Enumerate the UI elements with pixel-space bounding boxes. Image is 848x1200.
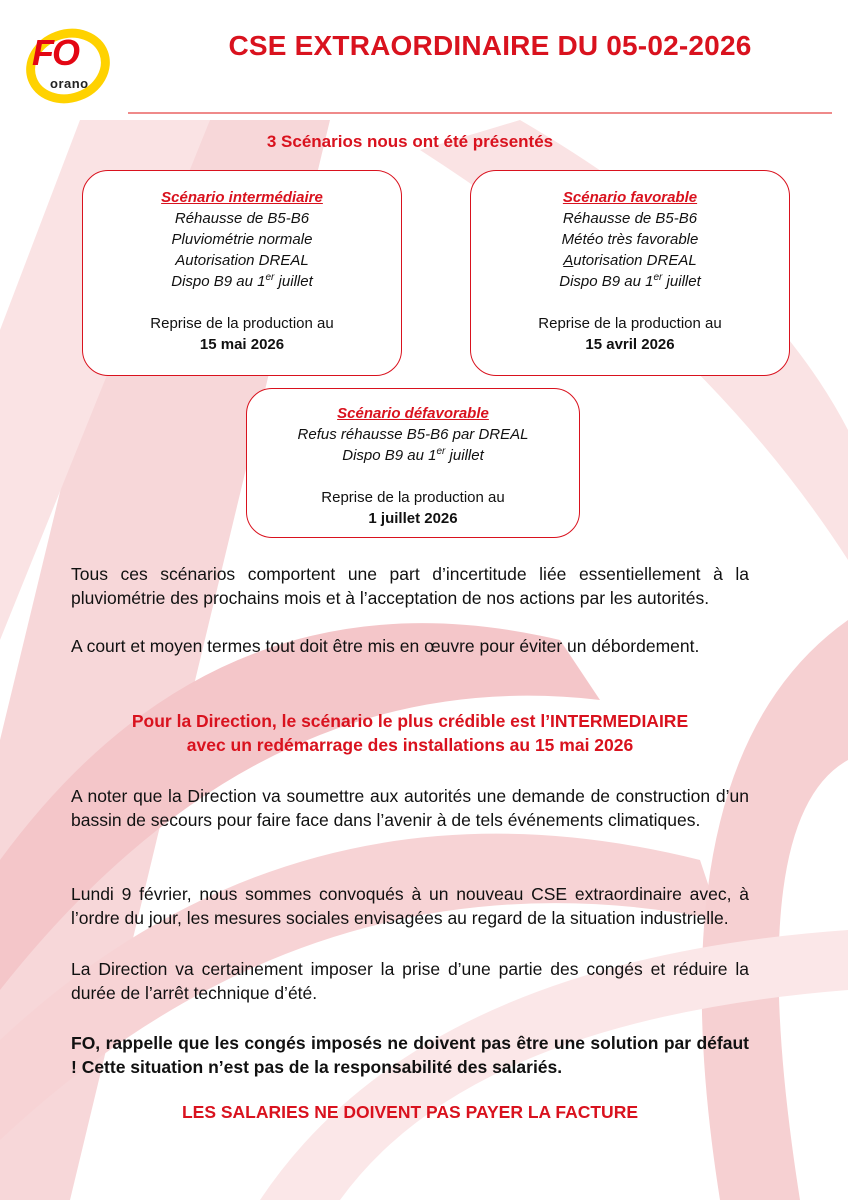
reprise-label: Reprise de la production au — [321, 489, 505, 506]
reprise-date: 15 mai 2026 — [199, 336, 285, 353]
fo-orano-logo — [24, 26, 116, 108]
scenario-card-defavorable — [246, 388, 580, 538]
highlight-direction: Pour la Direction, le scénario le plus crédible est l’INTERMEDIAIRE — [131, 711, 689, 731]
scenarios-subtitle: 3 Scénarios nous ont été présentés — [266, 132, 554, 151]
reprise-date: 15 avril 2026 — [585, 336, 675, 353]
reprise-date: 1 juillet 2026 — [368, 510, 458, 527]
header-divider — [128, 112, 832, 114]
scenario-condition-dispo: Dispo B9 au 1er juillet — [171, 272, 313, 290]
scenario-name: Scénario favorable — [562, 189, 698, 206]
scenario-name: Scénario intermédiaire — [161, 189, 323, 206]
scenario-condition: Refus réhausse B5-B6 par DREAL — [297, 426, 529, 443]
reprise-label: Reprise de la production au — [150, 315, 334, 332]
scenario-condition: Réhausse de B5-B6 — [562, 210, 698, 227]
paragraph-bassin: A noter que la Direction va soumettre aux autorités une demande de construction d’un bassin de secours pour faire face dans l’avenir à de tels événements climatiques. — [71, 786, 749, 830]
scenario-condition-dispo: Dispo B9 au 1er juillet — [559, 272, 701, 290]
page-title: CSE EXTRAORDINAIRE DU 05-02-2026 — [228, 30, 752, 61]
scenario-condition: Pluviométrie normale — [171, 231, 313, 248]
paragraph-fo-rappel: FO, rappelle que les congés imposés ne doivent pas être une solution par défaut ! Cette situation n’est pas de la responsabilité des salariés. — [71, 1033, 749, 1077]
scenario-name: Scénario défavorable — [337, 405, 489, 422]
scenario-condition: Autorisation DREAL — [563, 252, 697, 269]
scenario-card-favorable — [470, 170, 790, 376]
scenario-card-intermediaire — [82, 170, 402, 376]
paragraph-incertitude: Tous ces scénarios comportent une part d’incertitude liée essentiellement à la pluviométrie des prochains mois et à l’acceptation de nos actions par les autorités. — [71, 564, 749, 608]
scenario-condition: Autorisation DREAL — [175, 252, 309, 269]
logo-fo-text: FO — [32, 32, 78, 73]
logo-orano-text: orano — [50, 76, 89, 91]
scenario-condition: Météo très favorable — [561, 231, 699, 248]
paragraph-conges: La Direction va certainement imposer la prise d’une partie des congés et réduire la durée de l’arrêt technique d’été. — [71, 959, 749, 1003]
highlight-redemarrage: avec un redémarrage des installations au 15 mai 2026 — [186, 735, 634, 755]
paragraph-lundi: Lundi 9 février, nous sommes convoqués à un nouveau CSE extraordinaire avec, à l’ordre du jour, les mesures sociales envisagées au regard de la situation industrielle. — [71, 884, 749, 928]
footer-slogan: LES SALARIES NE DOIVENT PAS PAYER LA FACTURE — [181, 1102, 639, 1122]
paragraph-debordement: A court et moyen termes tout doit être mis en œuvre pour éviter un débordement. — [71, 636, 700, 656]
reprise-label: Reprise de la production au — [538, 315, 722, 332]
scenario-condition: Réhausse de B5-B6 — [174, 210, 310, 227]
scenario-condition-dispo: Dispo B9 au 1er juillet — [342, 446, 484, 464]
